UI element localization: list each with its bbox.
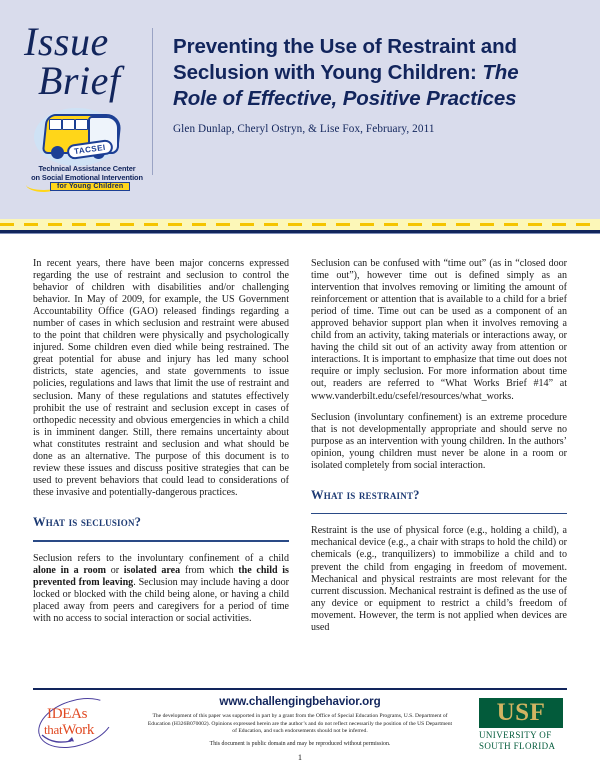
seclusion-text-1: Seclusion refers to the involuntary confinement of a child [33,552,289,564]
website-link[interactable]: www.challengingbehavior.org [219,695,381,709]
seclusion-bold-2: isolated area [123,564,181,576]
brand-column [0,19,152,192]
byline: Glen Dunlap, Cheryl Ostryn, & Lise Fox, February, 2011 [173,123,435,136]
confinement-paragraph: Seclusion (involuntary confinement) is an extreme procedure that is not developmentally appropriate and should serve no purpose as an intervention with young children. In the authors’ opinion, young children must never be alone in a room or isolated completely from social interaction. [311,411,567,471]
seclusion-bold-3: the child is prevented from leaving [33,564,289,588]
road-divider-band [0,219,600,230]
title-line-2: Seclusion with Young Children: [173,60,483,84]
tacsei-ribbon-label: for Young Children [50,182,130,191]
ideas-that-work-logo [33,698,125,754]
section-rule [311,513,567,515]
ideas-arrow-icon [41,734,75,744]
restraint-definition-paragraph: Restraint is the use of physical force (e.g., holding a child), a mechanical device (e.g., a chair with straps to hold the child) or chemicals (e.g., tranquilizers) to immobilize a child and to prevent the child from engaging in freedom of movement. Mechanical and physical restraints are most relevant for the current discussion. Mechanical restraint is defined as the use of any device or equipment to restrict a child’s freedom of movement. However, the term is not applied when devices are used [311,525,567,633]
seclusion-bold-1: alone in a room [33,564,107,576]
seclusion-text-4: . Seclusion may include having a door locked or blocked with the child being alone, or having a child placed away from peers and caregivers for a period of time with no access to social interaction or social activities. [33,576,289,624]
two-column-layout [33,258,567,643]
ideas-work: Work [62,721,95,738]
document-content [0,258,600,643]
issue-brief-wordmark [18,19,121,104]
seclusion-definition-paragraph [33,553,289,625]
timeout-paragraph: Seclusion can be confused with “time out” (as in “closed door time out”), however time out is defined simply as an intervention that involves removing or limiting the amount of reinforcement or attention that is available to a child for a brief period of time. Time out can be used as a component of an approved behavior support plan when it involves removing a child from an activity, taking materials or interactions away, or having the child sit out of an activity away from attention or interactions. It is important to emphasize that time out does not require or imply seclusion. For more information about time out, readers are referred to “What Works Brief #14” at www.vanderbilt.edu/csefel/resources/what_works. [311,258,567,402]
left-column [33,258,289,643]
usf-sub-line2: SOUTH FLORIDA [479,741,556,752]
tacsei-badge: TACSEI [66,139,113,160]
issue-brief-line2: Brief [38,58,121,104]
ideas-that: that [44,721,63,737]
bus-window-icon [62,119,75,130]
intro-paragraph: In recent years, there have been major concerns expressed regarding the use of restraint and seclusion to control the behavior of children with disabilities and/or challenging behavior. In May of 2009, for example, the US Government Accountability Office (GAO) released findings regarding a number of cases in which seclusion and restraint were abused to the point that children were physically and psychologically injured. Some children even died while being restrained. The great potential for abuse and injury has led many school districts, state agencies, and state governments to issue policies, regulations and laws that limit the use of restraint and seclusion. Many of these regulations and statutes effectively prohibit the use of restraint and seclusion except in cases of orthopedic necessity and obvious emergencies in which a child is in imminent danger. Still, there remains uncertainty about what constitutes restraint and seclusion and what should be done as an alternative. The purpose of this document is to review these issues and discuss positive strategies that can be used to prevent behaviors that could lead to considerations of these invasive and potentially-dangerous practices. [33,258,289,498]
usf-logo [475,698,567,752]
usf-sub-line1: UNIVERSITY OF [479,730,552,741]
title-line-1: Preventing the Use of Restraint and [173,35,517,58]
title-italic-2: Role of Effective, Positive Practices [173,86,517,110]
public-domain-notice: This document is public domain and may be reproduced without permission. [209,741,391,747]
usf-mark: USF [479,698,563,728]
document-header [0,0,600,219]
issue-brief-line1: Issue [24,19,109,64]
tacsei-name-line2: on Social Emotional Intervention [31,173,143,183]
grant-disclaimer: The development of this paper was supported in part by a grant from the Office of Special Education Programs, U.S. Department of Education (H326B070002). Opinions expressed herein are the author’s and do not reflect necessarily the position of the US Department of Education, and such endorsements should not be inferred. [147,713,453,735]
usf-subtitle [479,730,563,752]
bus-window-icon [49,119,62,130]
footer-center [125,695,475,762]
footer-grid [33,695,567,762]
section-heading-seclusion: What is seclusion? [33,514,142,529]
page-title [173,34,584,111]
seclusion-text-3: from which [180,564,239,576]
header-inner [0,0,600,219]
bus-window-icon [75,119,88,130]
right-column [311,258,567,643]
section-rule [33,540,289,542]
title-italic-1: The [482,60,519,84]
section-heading-restraint: What is restraint? [311,487,420,502]
tacsei-logo [24,106,150,192]
header-bottom-rule-thin [0,233,600,234]
footer-top-rule [33,688,567,690]
title-column [153,22,600,135]
tacsei-name-line1: Technical Assistance Center [38,164,136,174]
ideas-line1: IDEAs [47,706,88,723]
road-dashes-icon [0,223,600,226]
seclusion-text-2: or [106,564,124,576]
page-number: 1 [297,753,303,762]
ideas-wordmark [44,706,95,738]
document-footer [33,688,567,762]
